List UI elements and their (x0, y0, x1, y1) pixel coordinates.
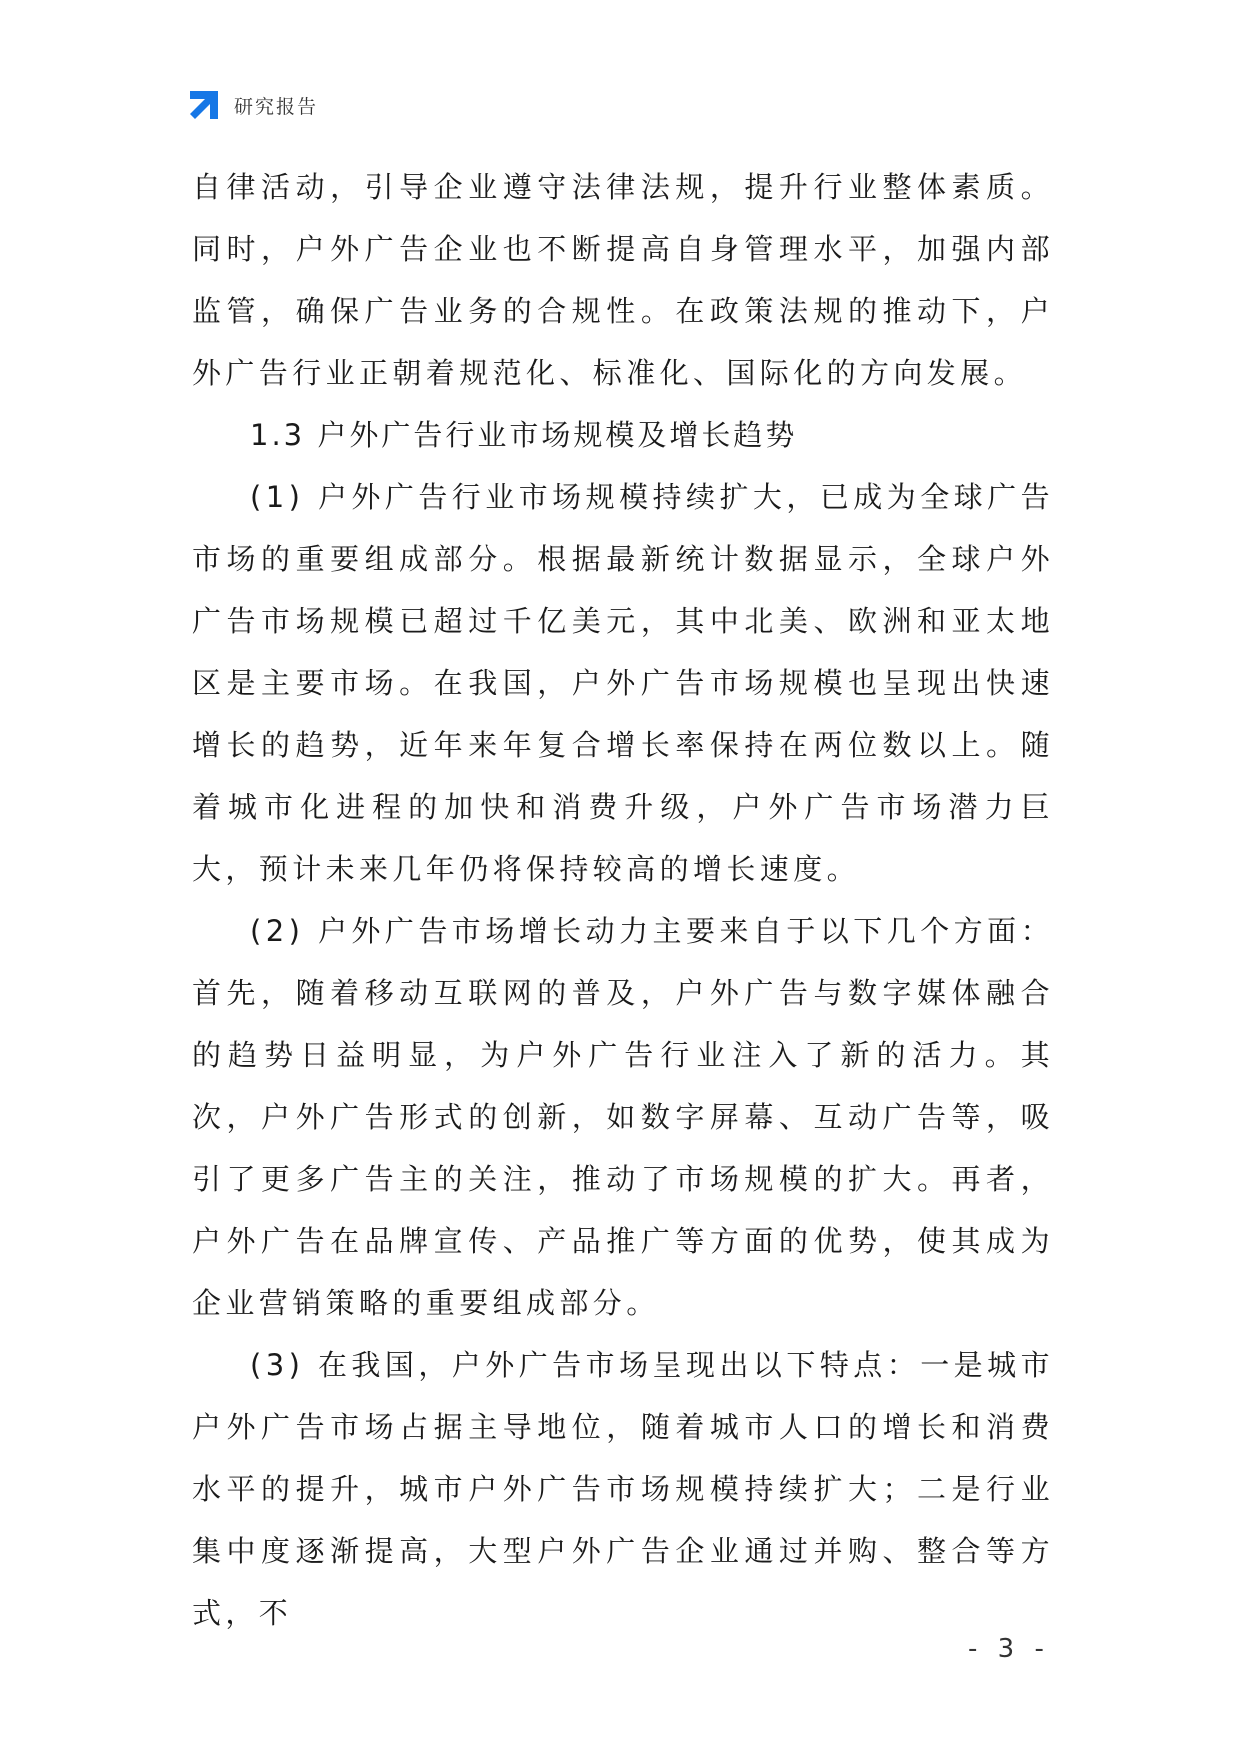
paragraph-continued: 自律活动，引导企业遵守法律法规，提升行业整体素质。同时，户外广告企业也不断提高自身管理水平，加强内部监管，确保广告业务的合规性。在政策法规的推动下，户外广告行业正朝着规范化、标准化、国际化的方向发展。 (192, 170, 1054, 390)
arrow-logo-icon (188, 89, 220, 121)
paragraph-3: (3) 在我国，户外广告市场呈现出以下特点：一是城市户外广告市场占据主导地位，随着城市人口的增长和消费水平的提升，城市户外广告市场规模持续扩大；二是行业集中度逐渐提高，大型户外广告企业通过并购、整合等方式，不 (192, 1348, 1054, 1630)
document-body (192, 156, 1054, 1644)
paragraph-2: (2) 户外广告市场增长动力主要来自于以下几个方面：首先，随着移动互联网的普及，户外广告与数字媒体融合的趋势日益明显，为户外广告行业注入了新的活力。其次，户外广告形式的创新，如数字屏幕、互动广告等，吸引了更多广告主的关注，推动了市场规模的扩大。再者，户外广告在品牌宣传、产品推广等方面的优势，使其成为企业营销策略的重要组成部分。 (192, 914, 1054, 1320)
page-header (188, 88, 318, 122)
page-number: - 3 - (968, 1634, 1050, 1664)
header-title: 研究报告 (234, 95, 319, 118)
paragraph-1: (1) 户外广告行业市场规模持续扩大，已成为全球广告市场的重要组成部分。根据最新统计数据显示，全球户外广告市场规模已超过千亿美元，其中北美、欧洲和亚太地区是主要市场。在我国，户外广告市场规模也呈现出快速增长的趋势，近年来年复合增长率保持在两位数以上。随着城市化进程的加快和消费升级，户外广告市场潜力巨大，预计未来几年仍将保持较高的增长速度。 (192, 480, 1054, 886)
section-heading: 1.3 户外广告行业市场规模及增长趋势 (250, 418, 798, 452)
